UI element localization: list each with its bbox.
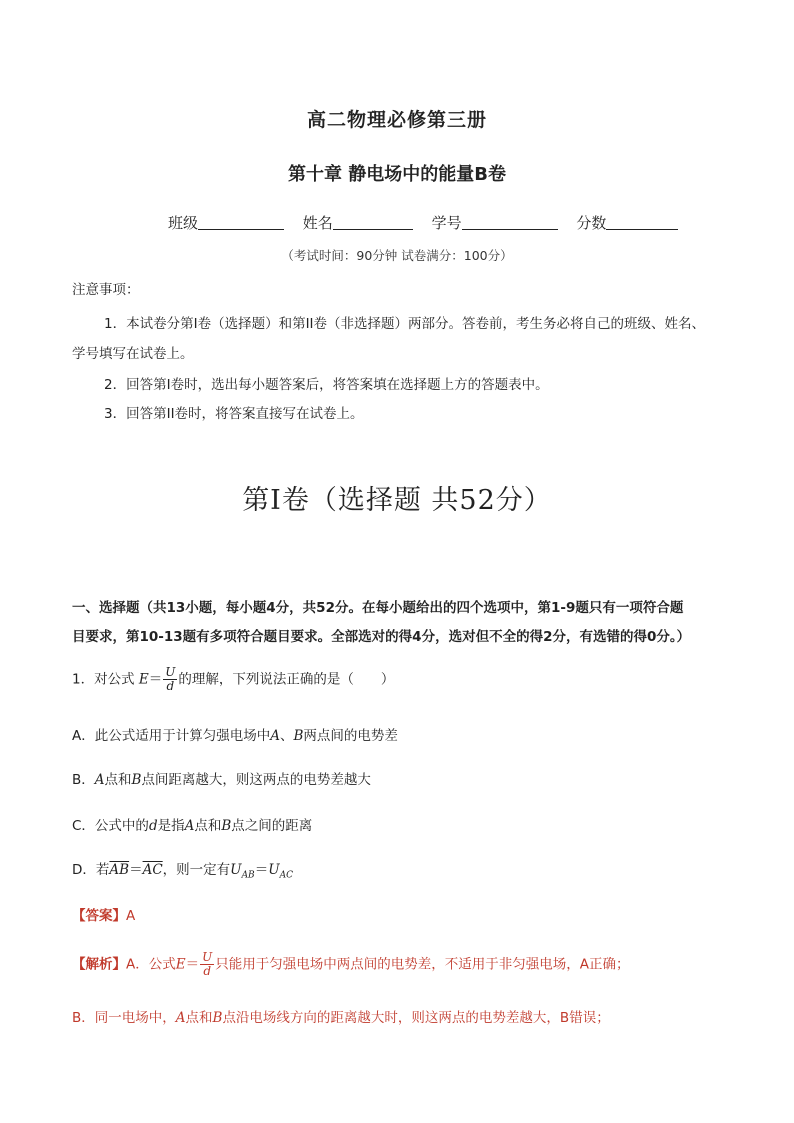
option-a[interactable]: A．此公式适用于计算匀强电场中A、B两点间的电势差 xyxy=(72,728,398,744)
answer-line xyxy=(72,904,135,924)
notice-heading: 注意事项： xyxy=(72,282,140,298)
student-id-blank[interactable] xyxy=(462,213,558,230)
student-id-label: 学号 xyxy=(431,214,462,232)
notice-item-1: 1．本试卷分第Ⅰ卷（选择题）和第II卷（非选择题）两部分。答卷前，考生务必将自己的班级、姓名、 xyxy=(104,316,706,332)
name-blank[interactable] xyxy=(333,213,413,230)
document-title: 高二物理必修第三册 xyxy=(306,109,487,131)
notice-item-1-cont: 学号填写在试卷上。 xyxy=(72,346,194,362)
option-c[interactable]: C．公式中的d是指A点和B点之间的距离 xyxy=(72,818,313,834)
answer-mark: 【答案】 xyxy=(72,908,126,924)
question-1-stem: 1．对公式 E＝ $\frac{U}{d}$ 的理解，下列说法正确的是（ ） xyxy=(72,665,395,693)
option-b[interactable]: B．A点和B点间距离越大，则这两点的电势差越大 xyxy=(72,772,371,788)
analysis-mark: 【解析】 xyxy=(72,956,126,973)
analysis-line-b: B．同一电场中，A点和B点沿电场线方向的距离越大时，则这两点的电势差越大，B错误； xyxy=(72,1010,610,1026)
formula-fraction: $\frac{U}{d}$ xyxy=(165,665,176,693)
document-subtitle: 第十章 静电场中的能量B卷 xyxy=(288,164,506,185)
section-instructions-line2: 目要求，第10-13题有多项符合题目要求。全部选对的得4分，选对但不全的得2分，有选错的得0分。） xyxy=(72,629,691,645)
class-blank[interactable] xyxy=(198,213,284,230)
notice-item-2: 2．回答第Ⅰ卷时，选出每小题答案后，将答案填在选择题上方的答题表中。 xyxy=(104,377,549,393)
option-d[interactable]: D．若$\overline{AB}=\overline{AC}$，则一定有$U_{AB}=U_{AC}$ xyxy=(72,862,293,881)
score-blank[interactable] xyxy=(606,213,678,230)
part-title: 第Ⅰ卷（选择题 共52分） xyxy=(242,485,552,516)
analysis-formula-fraction: $\frac{U}{d}$ xyxy=(202,950,213,978)
notice-item-3: 3．回答第II卷时，将答案直接写在试卷上。 xyxy=(104,406,364,422)
student-info-row xyxy=(168,212,678,233)
section-instructions-line1: 一、选择题（共13小题，每小题4分，共52分。在每小题给出的四个选项中，第1-9题只有一项符合题 xyxy=(72,600,684,616)
class-label: 班级 xyxy=(168,214,199,232)
answer-value: A xyxy=(126,908,136,924)
analysis-line-a: 【解析】A．公式E＝ $\frac{U}{d}$ 只能用于匀强电场中两点间的电势差，不适用于非匀强电场，A正确； xyxy=(72,950,630,978)
score-label: 分数 xyxy=(576,214,607,232)
name-label: 姓名 xyxy=(302,214,333,232)
exam-time-note: （考试时间：90分钟 试卷满分：100分） xyxy=(281,248,513,263)
